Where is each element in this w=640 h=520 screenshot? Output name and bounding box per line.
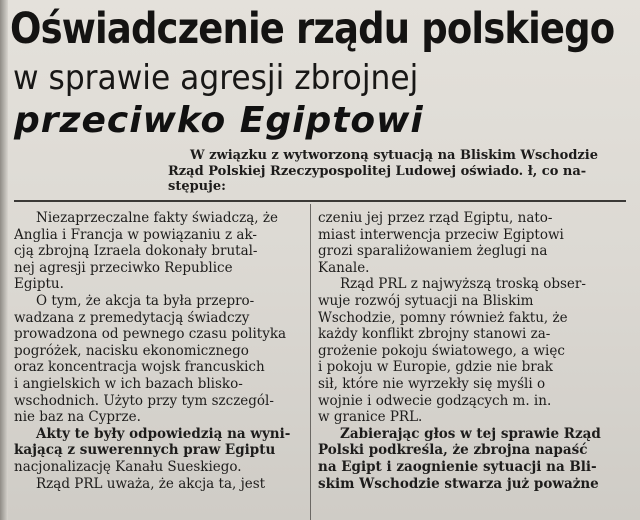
- text-line: wadzana z premedytacją świadczy: [14, 309, 250, 326]
- text-line: czeniu jej przez rząd Egiptu, nato-: [318, 210, 553, 226]
- lead-paragraph: [168, 148, 628, 195]
- section-divider: [14, 200, 626, 202]
- text-line: w granice PRL.: [318, 409, 423, 426]
- text-line: nacjonalizację Kanału Sueskiego.: [14, 458, 242, 475]
- text-line: Rząd PRL uważa, że akcja ta, jest: [36, 475, 266, 492]
- page-edge-shadow: [0, 0, 8, 520]
- text-line: miast interwencja przeciw Egiptowi: [318, 226, 564, 243]
- text-line: wuje rozwój sytuacji na Bliskim: [318, 292, 534, 309]
- text-line: pogróżek, nacisku ekonomicznego: [14, 342, 249, 359]
- text-line: grozi sparaliżowaniem żeglugi na: [318, 243, 548, 260]
- text-line: Anglia i Francja w powiązaniu z ak-: [14, 226, 257, 243]
- text-line: Akty te były odpowiedzią na wyni-: [36, 425, 291, 442]
- text-line: nie baz na Cyprze.: [14, 409, 141, 426]
- text-line: prowadzona od pewnego czasu polityka: [14, 326, 287, 343]
- headline-line-1: Oświadczenie rządu polskiego: [10, 4, 615, 54]
- text-line: kającą z suwerennych praw Egiptu: [14, 442, 276, 459]
- text-line: Niezaprzeczalne fakty świadczą, że: [36, 210, 278, 226]
- text-line: skim Wschodzie stwarza już poważne: [318, 475, 599, 492]
- lead-line: stępuje:: [168, 179, 226, 194]
- text-line: Kanale.: [318, 259, 370, 276]
- text-line: O tym, że akcja ta była przepro-: [36, 292, 255, 309]
- left-column: [14, 210, 310, 492]
- text-line: wschodnich. Użyto przy tym szczegól-: [14, 392, 274, 409]
- text-line: Zabierając głos w tej sprawie Rząd: [340, 425, 601, 442]
- text-line: Egiptu.: [14, 276, 64, 293]
- column-divider: [310, 204, 311, 520]
- text-line: wojnie i odwecie godzących m. in.: [318, 392, 552, 409]
- text-line: Polski podkreśla, że zbrojna napaść: [318, 442, 588, 459]
- text-line: grożenie pokoju światowego, a więc: [318, 342, 565, 359]
- text-line: sił, które nie wyrzekły się myśli o: [318, 375, 546, 392]
- lead-line: Rząd Polskiej Rzeczypospolitej Ludowej oświado. ł, co na-: [168, 163, 587, 179]
- headline-line-3: przeciwko Egiptowi: [14, 100, 424, 141]
- text-line: każdy konflikt zbrojny stanowi za-: [318, 326, 551, 343]
- text-line: Wschodzie, pomny również faktu, że: [318, 309, 568, 326]
- text-line: oraz koncentracja wojsk francuskich: [14, 359, 265, 376]
- text-line: Rząd PRL z najwyższą troską obser-: [340, 276, 586, 293]
- right-column: [318, 210, 620, 492]
- text-line: na Egipt i zaognienie sytuacji na Bli-: [318, 458, 597, 475]
- text-line: nej agresji przeciwko Republice: [14, 259, 233, 276]
- text-line: cją zbrojną Izraela dokonały brutal-: [14, 243, 258, 260]
- text-line: i pokoju w Europie, gdzie nie brak: [318, 359, 553, 376]
- headline-line-2: w sprawie agresji zbrojnej: [13, 58, 419, 98]
- lead-line: W związku z wytworzoną sytuacją na Bliskim Wschodzie: [190, 148, 599, 163]
- text-line: i angielskich w ich bazach blisko-: [14, 375, 243, 392]
